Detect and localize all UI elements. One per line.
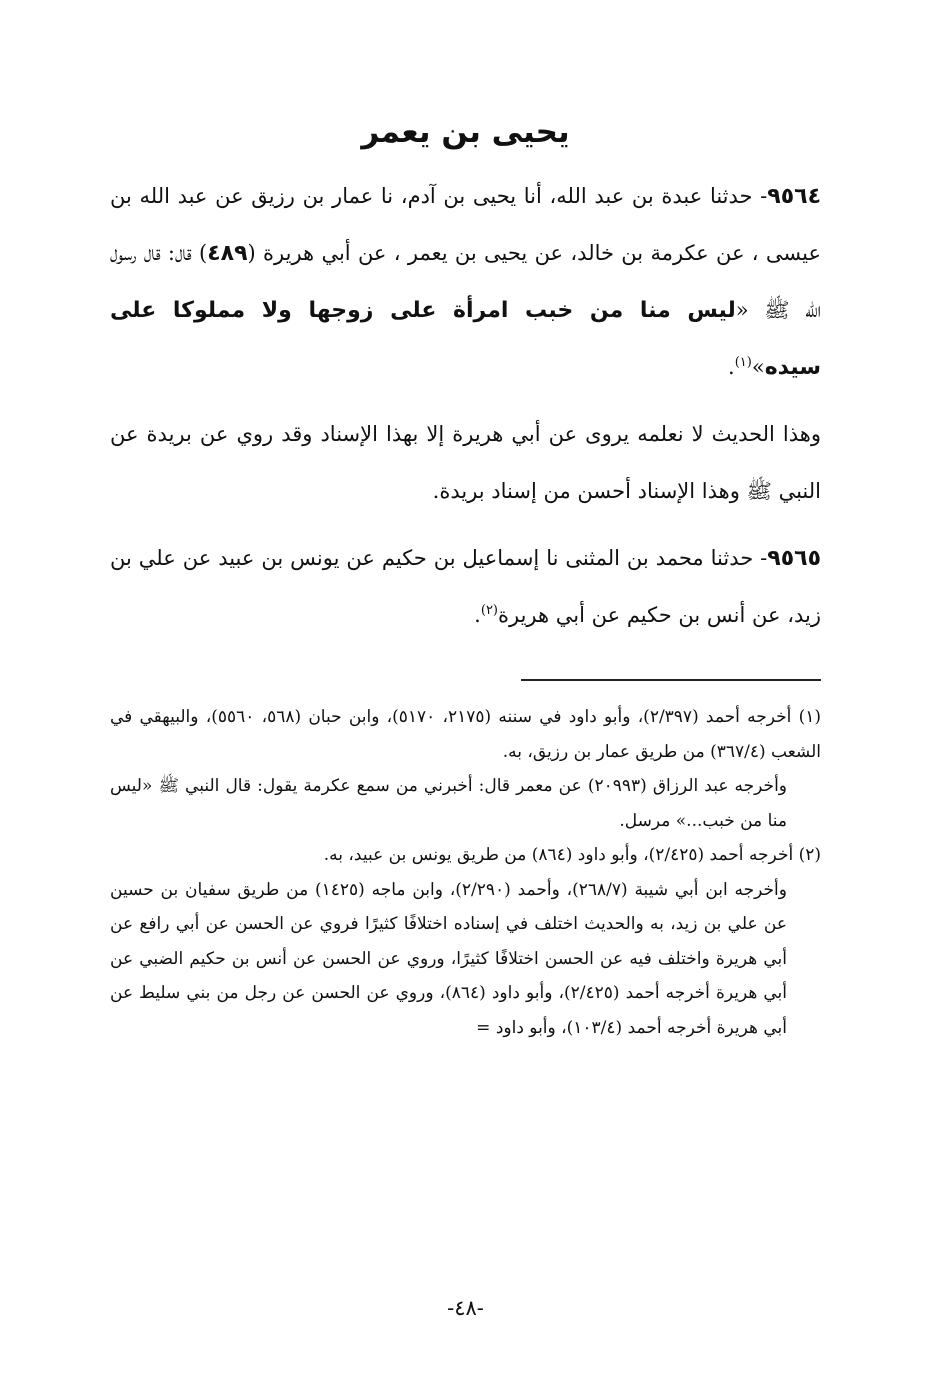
hadith-number: ٩٥٦٤ [767, 184, 821, 209]
hadith-text-after-ref: ) قال: قال رسول الله ﷺ « [110, 241, 821, 322]
section-title: يحيى بن يعمر [361, 114, 570, 150]
footnote-marker-2[interactable]: (٢) [480, 603, 498, 618]
footnote-2: (٢) أخرجه أحمد (٢/٤٢٥)، وأبو داود (٨٦٤) من طريق يونس بن عبيد، به. [323, 845, 821, 865]
page-number: -٤٨- [447, 1296, 484, 1320]
hadith-9565 [110, 530, 821, 644]
footnote-1: (١) أخرجه أحمد (٢/٣٩٧)، وأبو داود في سننه (٢١٧٥، ٥١٧٠)، وابن حبان (٥٦٨، ٥٥٦٠)، والبيهقي في الشعب (٣٦٧/٤) من طريق عمار بن رزيق، به. [110, 707, 821, 762]
footnote-1-continuation: وأخرجه عبد الرزاق (٢٠٩٩٣) عن معمر قال: أخبرني من سمع عكرمة يقول: قال النبي ﷺ «ليس منا من خبب...» مرسل. [110, 776, 788, 831]
footnote-marker-1[interactable]: (١) [734, 355, 752, 370]
prophetic-saying: ليس منا من خبب امرأة على زوجها ولا مملوكا على سيده [110, 298, 821, 380]
footnote-2-continuation: وأخرجه ابن أبي شيبة (٢٦٨/٧)، وأحمد (٢/٢٩٠)، وابن ماجه (١٤٢٥) من طريق سفيان بن حسين عن علي بن زيد، به والحديث اختلف في إسناده اختلافًا كثيرًا فروي عن الحسن عن أبي رافع عن أبي هريرة واختلف فيه عن الحسن اختلافًا كثيرًا، وروي عن الحسن عن أنس بن حكيم الضبي عن أبي هريرة أخرجه أحمد (٢/٤٢٥)، وأبو داود (٨٦٤)، وروي عن الحسن عن رجل من بني سليط عن أبي هريرة أخرجه أحمد (١٠٣/٤)، وأبو داود = [110, 879, 788, 1038]
commentary: وهذا الحديث لا نعلمه يروى عن أبي هريرة إلا بهذا الإسناد وقد روي عن بريدة عن النبي ﷺ وهذا الإسناد أحسن من إسناد بريدة. [110, 422, 821, 503]
main-text [110, 168, 821, 654]
hadith-number: ٩٥٦٥ [767, 546, 821, 571]
hadith-ref-number: ٤٨٩ [207, 241, 248, 266]
hadith-text: - حدثنا محمد بن المثنى نا إسماعيل بن حكيم عن يونس بن عبيد عن علي بن زيد، عن أنس بن حكيم عن أبي هريرة [110, 546, 821, 627]
quote-close: » [751, 355, 765, 379]
footnote-separator [521, 679, 821, 681]
hadith-text: - حدثنا عبدة بن عبد الله، أنا يحيى بن آدم، نا عمار بن رزيق عن عبد الله بن عيسى ، عن عكرمة بن خالد، عن يحيى بن يعمر ، عن أبي هريرة ( [110, 184, 822, 265]
sentence-end: . [728, 355, 735, 379]
sentence-end: . [474, 603, 481, 627]
footnotes [110, 700, 821, 1045]
document-page [110, 0, 821, 1385]
hadith-9564 [110, 168, 821, 396]
